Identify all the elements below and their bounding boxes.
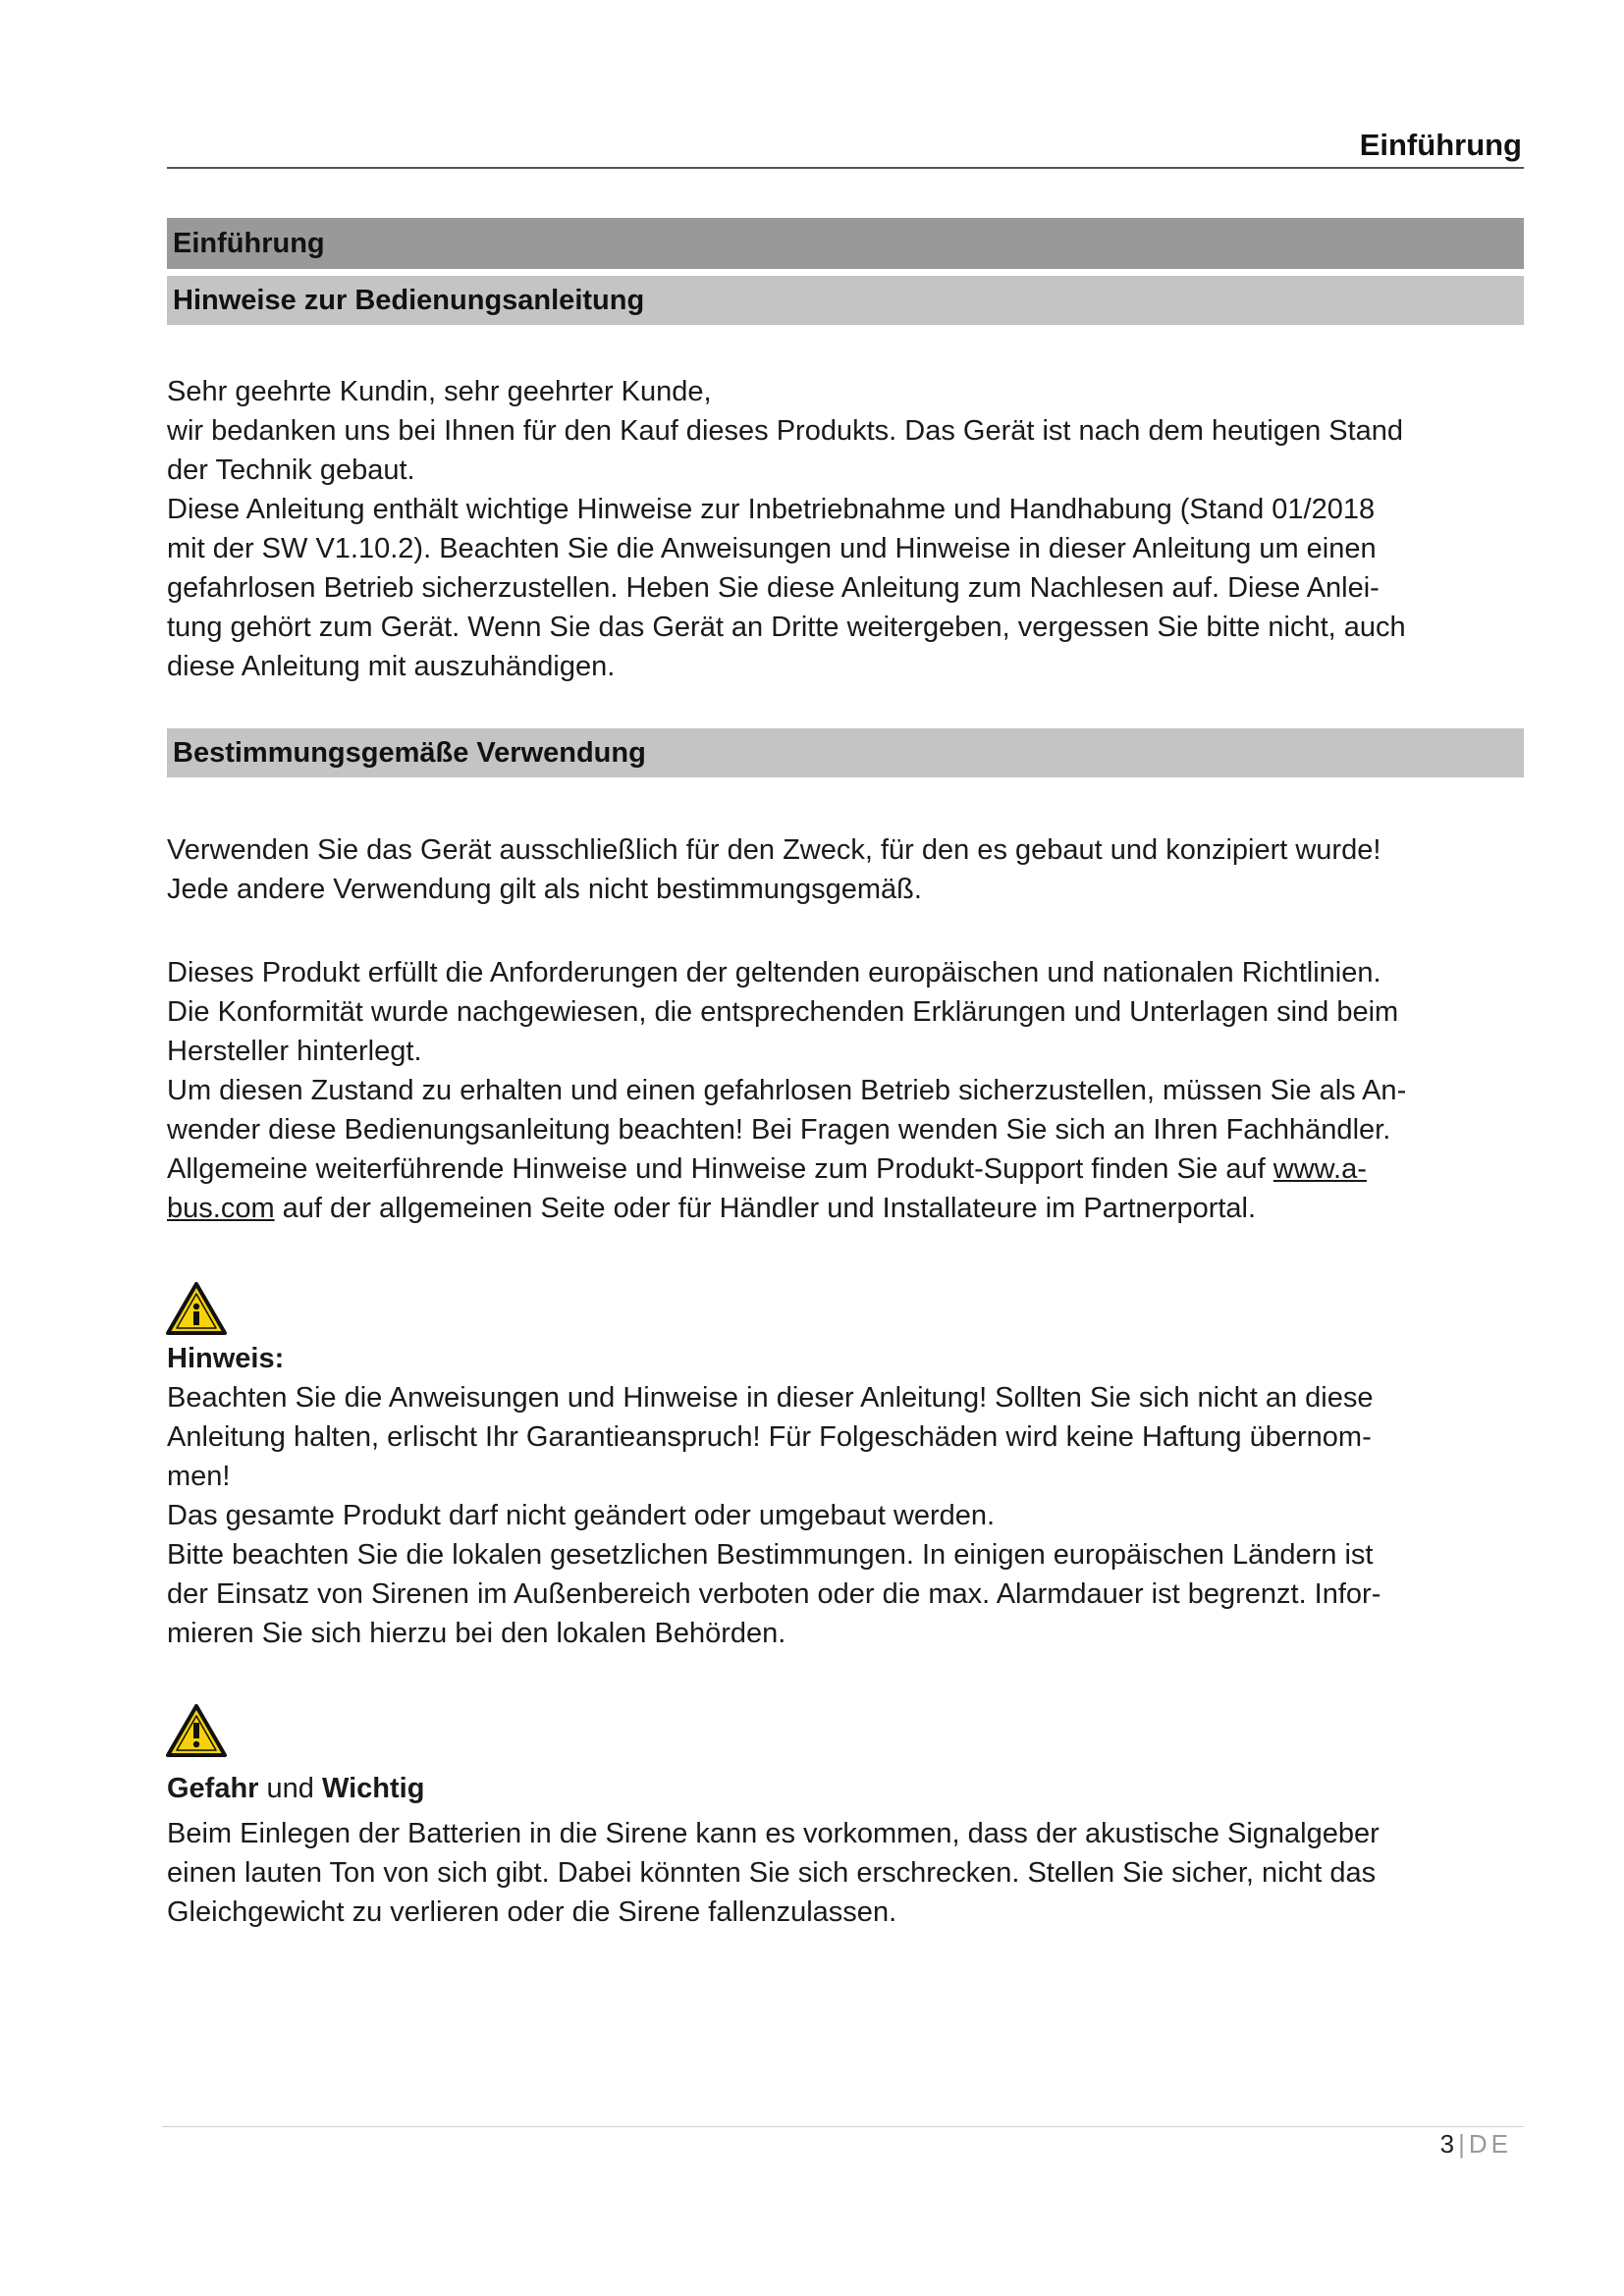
hinweis-line: men!: [167, 1461, 231, 1492]
gefahr-label-b: Wichtig: [321, 1773, 425, 1804]
intro-paragraph: [167, 372, 1524, 686]
usage-line: Die Konformität wurde nachgewiesen, die entsprechenden Erklärungen und Unterlagen sind beim: [167, 996, 1399, 1028]
intro-line: mit der SW V1.10.2). Beachten Sie die Anweisungen und Hinweise in dieser Anleitung um einen: [167, 533, 1377, 564]
intro-line: Sehr geehrte Kundin, sehr geehrter Kunde,: [167, 376, 712, 407]
hinweis-block: [167, 1339, 1524, 1653]
section-heading-notes: Hinweise zur Bedienungsanleitung: [167, 276, 1524, 325]
usage-line: Dieses Produkt erfüllt die Anforderungen der geltenden europäischen und nationalen Richtlinien.: [167, 957, 1381, 988]
page-header-title: Einführung: [1359, 128, 1522, 162]
usage-line: [167, 1189, 1524, 1228]
gefahr-block: [167, 1769, 1524, 1932]
gefahr-line: einen lauten Ton von sich gibt. Dabei könnten Sie sich erschrecken. Stellen Sie sicher, nicht das: [167, 1857, 1377, 1889]
hinweis-line: Beachten Sie die Anweisungen und Hinweise in dieser Anleitung! Sollten Sie sich nicht an diese: [167, 1382, 1374, 1414]
hinweis-line: Das gesamte Produkt darf nicht geändert oder umgebaut werden.: [167, 1500, 996, 1531]
gefahr-line: Beim Einlegen der Batterien in die Sirene kann es vorkommen, dass der akustische Signalgeber: [167, 1818, 1380, 1849]
hinweis-line: der Einsatz von Sirenen im Außenbereich verboten oder die max. Alarmdauer ist begrenzt. Infor-: [167, 1578, 1381, 1610]
usage-line: [167, 1149, 1524, 1189]
info-warning-icon: [165, 1281, 228, 1336]
page-number: [1440, 2129, 1512, 2160]
intro-line: gefahrlosen Betrieb sicherzustellen. Heben Sie diese Anleitung zum Nachlesen auf. Diese Anlei-: [167, 572, 1380, 604]
section-heading-usage: Bestimmungsgemäße Verwendung: [167, 728, 1524, 777]
intro-line: diese Anleitung mit auszuhändigen.: [167, 651, 616, 682]
usage-line: Verwenden Sie das Gerät ausschließlich für den Zweck, für den es gebaut und konzipiert wurde!: [167, 834, 1381, 866]
usage-line: Jede andere Verwendung gilt als nicht bestimmungsgemäß.: [167, 874, 922, 905]
website-link-continued[interactable]: bus.com: [167, 1193, 275, 1224]
gefahr-line: Gleichgewicht zu verlieren oder die Sirene fallenzulassen.: [167, 1896, 897, 1928]
page-header: [167, 126, 1524, 169]
intro-line: der Technik gebaut.: [167, 454, 415, 486]
usage-paragraph-2: [167, 953, 1524, 1228]
hinweis-line: mieren Sie sich hierzu bei den lokalen Behörden.: [167, 1618, 786, 1649]
hinweis-line: Anleitung halten, erlischt Ihr Garantieanspruch! Für Folgeschäden wird keine Haftung übernom-: [167, 1421, 1372, 1453]
warning-icon: [165, 1703, 228, 1758]
page-language: DE: [1468, 2129, 1512, 2159]
intro-line: wir bedanken uns bei Ihnen für den Kauf dieses Produkts. Das Gerät ist nach dem heutigen Stand: [167, 415, 1404, 447]
usage-line-text: Allgemeine weiterführende Hinweise und Hinweise zum Produkt-Support finden Sie auf: [167, 1153, 1266, 1185]
gefahr-label: [167, 1769, 1524, 1808]
gefahr-label-a: Gefahr: [167, 1773, 259, 1804]
hinweis-label: Hinweis:: [167, 1343, 285, 1374]
intro-line: Diese Anleitung enthält wichtige Hinweise zur Inbetriebnahme und Handhabung (Stand 01/2018: [167, 494, 1376, 525]
section-heading-intro: Einführung: [167, 218, 1524, 269]
page-number-separator: |: [1458, 2129, 1465, 2159]
website-link[interactable]: www.a-: [1272, 1153, 1367, 1185]
footer-divider: [162, 2126, 1524, 2127]
hinweis-line: Bitte beachten Sie die lokalen gesetzlichen Bestimmungen. In einigen europäischen Ländern ist: [167, 1539, 1374, 1571]
page-number-value: 3: [1439, 2129, 1455, 2159]
usage-line-text: auf der allgemeinen Seite oder für Händler und Installateure im Partnerportal.: [274, 1193, 1257, 1224]
intro-line: tung gehört zum Gerät. Wenn Sie das Gerät an Dritte weitergeben, vergessen Sie bitte nicht, auch: [167, 612, 1406, 643]
usage-line: Hersteller hinterlegt.: [167, 1036, 422, 1067]
usage-line: Um diesen Zustand zu erhalten und einen gefahrlosen Betrieb sicherzustellen, müssen Sie als An-: [167, 1075, 1407, 1106]
gefahr-label-mid: und: [258, 1773, 322, 1804]
usage-paragraph-1: [167, 830, 1524, 909]
usage-line: wender diese Bedienungsanleitung beachten! Bei Fragen wenden Sie sich an Ihren Fachhändler.: [167, 1114, 1391, 1146]
